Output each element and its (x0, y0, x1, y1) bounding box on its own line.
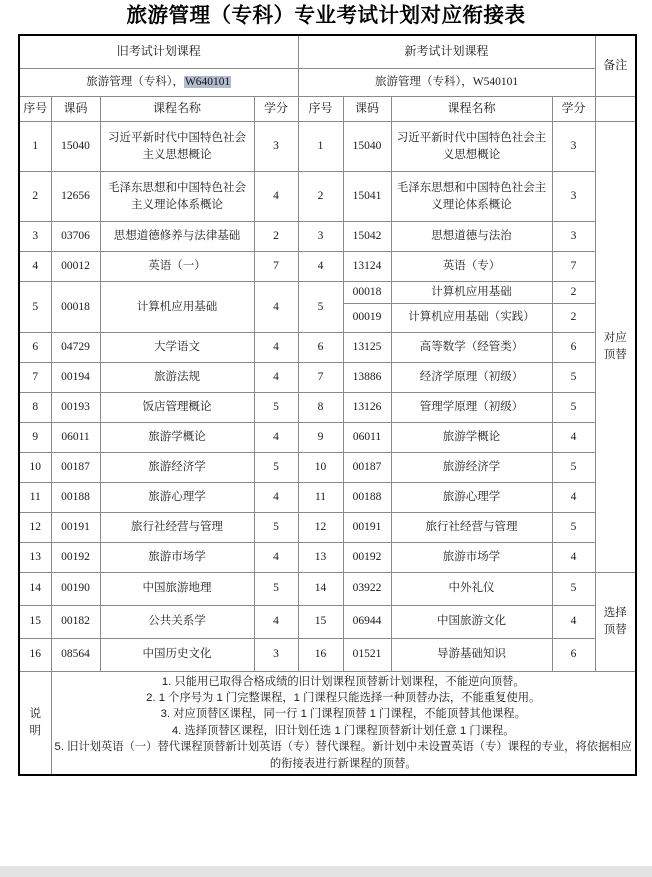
cell-old-credit: 4 (254, 422, 298, 452)
cell-new-credit: 7 (552, 252, 595, 282)
cell-new-name: 旅行社经营与管理 (391, 512, 552, 542)
table-row (19, 452, 636, 482)
cell-old-name: 旅行社经营与管理 (100, 512, 254, 542)
cell-old-seq: 11 (19, 482, 51, 512)
cell-new-name: 旅游市场学 (391, 542, 552, 572)
cell-new-seq: 12 (298, 512, 343, 542)
table-row (19, 542, 636, 572)
cell-new-name: 中国旅游文化 (391, 605, 552, 638)
cell-new-name: 毛泽东思想和中国特色社会主义理论体系概论 (391, 172, 552, 222)
cell-new-credit: 3 (552, 222, 595, 252)
cell-new-code: 15040 (343, 122, 391, 172)
col-header-new-name: 课程名称 (391, 97, 552, 122)
cell-old-seq: 1 (19, 122, 51, 172)
header-plan-row (19, 69, 636, 97)
cell-new-code: 13124 (343, 252, 391, 282)
cell-old-credit: 4 (254, 282, 298, 333)
cell-new-seq: 8 (298, 392, 343, 422)
cell-new-seq: 16 (298, 638, 343, 671)
col-header-old-code: 课码 (51, 97, 100, 122)
cell-old-code: 03706 (51, 222, 100, 252)
remark-section-corresponding (595, 122, 636, 573)
cell-new-credit: 4 (552, 422, 595, 452)
cell-new-name: 管理学原理（初级） (391, 392, 552, 422)
cell-new-code: 13126 (343, 392, 391, 422)
table-row (19, 638, 636, 671)
cell-new-name: 高等数学（经管类） (391, 332, 552, 362)
cell-old-name: 中国旅游地理 (100, 572, 254, 605)
cell-new-seq: 9 (298, 422, 343, 452)
cell-new-name: 中外礼仪 (391, 572, 552, 605)
column-header-row (19, 97, 636, 122)
cell-new-code: 01521 (343, 638, 391, 671)
table-row (19, 222, 636, 252)
cell-new-code: 13125 (343, 332, 391, 362)
cell-new-name: 英语（专） (391, 252, 552, 282)
cell-new-code: 00191 (343, 512, 391, 542)
cell-old-credit: 5 (254, 572, 298, 605)
cell-old-credit: 5 (254, 392, 298, 422)
cell-new-name: 思想道德与法治 (391, 222, 552, 252)
cell-old-seq: 16 (19, 638, 51, 671)
col-header-old-seq: 序号 (19, 97, 51, 122)
notes-row (19, 671, 636, 775)
cell-new-code: 00187 (343, 452, 391, 482)
col-header-old-credit: 学分 (254, 97, 298, 122)
cell-old-seq: 13 (19, 542, 51, 572)
cell-old-code: 00190 (51, 572, 100, 605)
remark-line-1: 对应 (603, 332, 627, 345)
remark-line-2: 顶替 (603, 623, 627, 636)
cell-new-name: 旅游学概论 (391, 422, 552, 452)
cell-new-seq: 15 (298, 605, 343, 638)
cell-new-credit: 4 (552, 542, 595, 572)
col-header-new-credit: 学分 (552, 97, 595, 122)
cell-old-seq: 12 (19, 512, 51, 542)
cell-old-code: 15040 (51, 122, 100, 172)
cell-old-credit: 4 (254, 362, 298, 392)
table-row (19, 512, 636, 542)
cell-new-credit: 2 (552, 303, 595, 332)
cell-new-credit: 6 (552, 332, 595, 362)
cell-old-seq: 5 (19, 282, 51, 333)
cell-new-seq: 13 (298, 542, 343, 572)
cell-new-seq: 7 (298, 362, 343, 392)
cell-old-name: 饭店管理概论 (100, 392, 254, 422)
notes-label-line-1: 说 (29, 708, 41, 721)
cell-old-credit: 4 (254, 172, 298, 222)
cell-old-seq: 14 (19, 572, 51, 605)
cell-old-name: 思想道德修养与法律基础 (100, 222, 254, 252)
cell-new-name: 计算机应用基础 (391, 282, 552, 304)
bottom-strip (0, 866, 652, 877)
table-row (19, 172, 636, 222)
new-major-cell: 旅游管理（专科），W540101 (298, 69, 595, 97)
cell-new-seq: 5 (298, 282, 343, 333)
cell-old-name: 毛泽东思想和中国特色社会主义理论体系概论 (100, 172, 254, 222)
cell-old-credit: 5 (254, 512, 298, 542)
cell-new-name: 导游基础知识 (391, 638, 552, 671)
table-row (19, 392, 636, 422)
cell-new-credit: 3 (552, 122, 595, 172)
cell-old-name: 大学语文 (100, 332, 254, 362)
cell-old-credit: 4 (254, 482, 298, 512)
cell-new-seq: 1 (298, 122, 343, 172)
remark-line-2: 顶替 (603, 348, 627, 361)
cell-old-name: 旅游学概论 (100, 422, 254, 452)
cell-new-seq: 11 (298, 482, 343, 512)
cell-new-credit: 5 (552, 362, 595, 392)
cell-new-code: 15042 (343, 222, 391, 252)
cell-new-credit: 5 (552, 392, 595, 422)
cell-new-code: 00188 (343, 482, 391, 512)
cell-old-name: 习近平新时代中国特色社会主义思想概论 (100, 122, 254, 172)
cell-old-seq: 9 (19, 422, 51, 452)
table-row (19, 252, 636, 282)
cell-old-code: 00191 (51, 512, 100, 542)
cell-new-code: 06011 (343, 422, 391, 452)
col-header-new-code: 课码 (343, 97, 391, 122)
page-title: 旅游管理（专科）专业考试计划对应衔接表 (126, 5, 526, 27)
cell-new-seq: 2 (298, 172, 343, 222)
header-remark: 备注 (595, 35, 636, 97)
cell-old-code: 00192 (51, 542, 100, 572)
cell-new-code: 00019 (343, 303, 391, 332)
notes-label (19, 671, 51, 775)
cell-new-seq: 10 (298, 452, 343, 482)
cell-old-name: 旅游法规 (100, 362, 254, 392)
cell-new-seq: 6 (298, 332, 343, 362)
cell-new-credit: 5 (552, 512, 595, 542)
table-row (19, 332, 636, 362)
cell-old-code: 00187 (51, 452, 100, 482)
cell-old-code: 00018 (51, 282, 100, 333)
cell-new-credit: 6 (552, 638, 595, 671)
cell-old-seq: 4 (19, 252, 51, 282)
cell-new-credit: 4 (552, 605, 595, 638)
remark-line-1: 选择 (603, 607, 627, 620)
cell-old-code: 08564 (51, 638, 100, 671)
col-header-remark-spacer (595, 97, 636, 122)
old-major-prefix: 旅游管理（专科）， (86, 76, 184, 89)
cell-new-seq: 14 (298, 572, 343, 605)
header-old-plan: 旧考试计划课程 (19, 35, 298, 69)
cell-old-seq: 3 (19, 222, 51, 252)
col-header-new-seq: 序号 (298, 97, 343, 122)
cell-new-credit: 3 (552, 172, 595, 222)
cell-old-code: 12656 (51, 172, 100, 222)
cell-new-code: 13886 (343, 362, 391, 392)
cell-new-credit: 5 (552, 572, 595, 605)
table-row (19, 362, 636, 392)
cell-old-name: 英语（一） (100, 252, 254, 282)
cell-new-code: 15041 (343, 172, 391, 222)
cell-old-seq: 7 (19, 362, 51, 392)
old-major-code[interactable]: W640101 (184, 76, 231, 89)
cell-old-credit: 2 (254, 222, 298, 252)
cell-new-seq: 3 (298, 222, 343, 252)
col-header-old-name: 课程名称 (100, 97, 254, 122)
cell-old-credit: 3 (254, 122, 298, 172)
cell-new-code: 06944 (343, 605, 391, 638)
cell-old-name: 公共关系学 (100, 605, 254, 638)
cell-old-code: 04729 (51, 332, 100, 362)
cell-new-code: 00018 (343, 282, 391, 304)
cell-old-code: 00012 (51, 252, 100, 282)
cell-old-credit: 3 (254, 638, 298, 671)
notes-body (51, 671, 636, 775)
cell-old-code: 00182 (51, 605, 100, 638)
cell-new-code: 03922 (343, 572, 391, 605)
cell-old-credit: 7 (254, 252, 298, 282)
cell-old-seq: 2 (19, 172, 51, 222)
cell-old-credit: 4 (254, 542, 298, 572)
old-major-cell (19, 69, 298, 97)
cell-new-credit: 5 (552, 452, 595, 482)
cell-old-name: 旅游市场学 (100, 542, 254, 572)
cell-old-credit: 4 (254, 332, 298, 362)
remark-section-optional (595, 572, 636, 671)
table-row (19, 422, 636, 452)
cell-old-seq: 10 (19, 452, 51, 482)
cell-new-name: 旅游经济学 (391, 452, 552, 482)
note-item: 1. 只能用已取得合格成绩的旧计划课程顶替新计划课程，不能逆向顶替。 (161, 675, 525, 688)
cell-new-name: 习近平新时代中国特色社会主义思想概论 (391, 122, 552, 172)
cell-new-code: 00192 (343, 542, 391, 572)
cell-new-name: 经济学原理（初级） (391, 362, 552, 392)
table-row (19, 605, 636, 638)
cell-new-name: 计算机应用基础（实践） (391, 303, 552, 332)
cell-new-credit: 4 (552, 482, 595, 512)
cell-old-seq: 8 (19, 392, 51, 422)
cell-old-code: 00194 (51, 362, 100, 392)
cell-old-credit: 5 (254, 452, 298, 482)
table-row (19, 282, 636, 304)
notes-label-line-2: 明 (29, 724, 41, 737)
cell-old-code: 00188 (51, 482, 100, 512)
cell-old-name: 中国历史文化 (100, 638, 254, 671)
cell-old-name: 旅游经济学 (100, 452, 254, 482)
note-item: 2. 1 个序号为 1 门完整课程，1 门课程只能选择一种顶替办法，不能重复使用。 (146, 692, 541, 705)
cell-old-code: 06011 (51, 422, 100, 452)
table-row (19, 572, 636, 605)
header-new-plan: 新考试计划课程 (298, 35, 595, 69)
cell-old-seq: 15 (19, 605, 51, 638)
header-group-row (19, 35, 636, 69)
note-item: 4. 选择顶替区课程，旧计划任选 1 门课程顶替新计划任意 1 门课程。 (171, 724, 515, 737)
table-row (19, 122, 636, 172)
cell-old-name: 计算机应用基础 (100, 282, 254, 333)
note-item: 5. 旧计划英语（一）替代课程顶替新计划英语（专）替代课程。新计划中未设置英语（专）课程的专业，将依据相应的衔接表进行新课程的顶替。 (54, 741, 632, 770)
cell-old-name: 旅游心理学 (100, 482, 254, 512)
cell-old-code: 00193 (51, 392, 100, 422)
cell-new-credit: 2 (552, 282, 595, 304)
cell-old-credit: 4 (254, 605, 298, 638)
cell-new-name: 旅游心理学 (391, 482, 552, 512)
table-row (19, 482, 636, 512)
cell-old-seq: 6 (19, 332, 51, 362)
note-item: 3. 对应顶替区课程，同一行 1 门课程顶替 1 门课程，不能顶替其他课程。 (160, 708, 526, 721)
cell-new-seq: 4 (298, 252, 343, 282)
course-mapping-table (18, 34, 637, 776)
